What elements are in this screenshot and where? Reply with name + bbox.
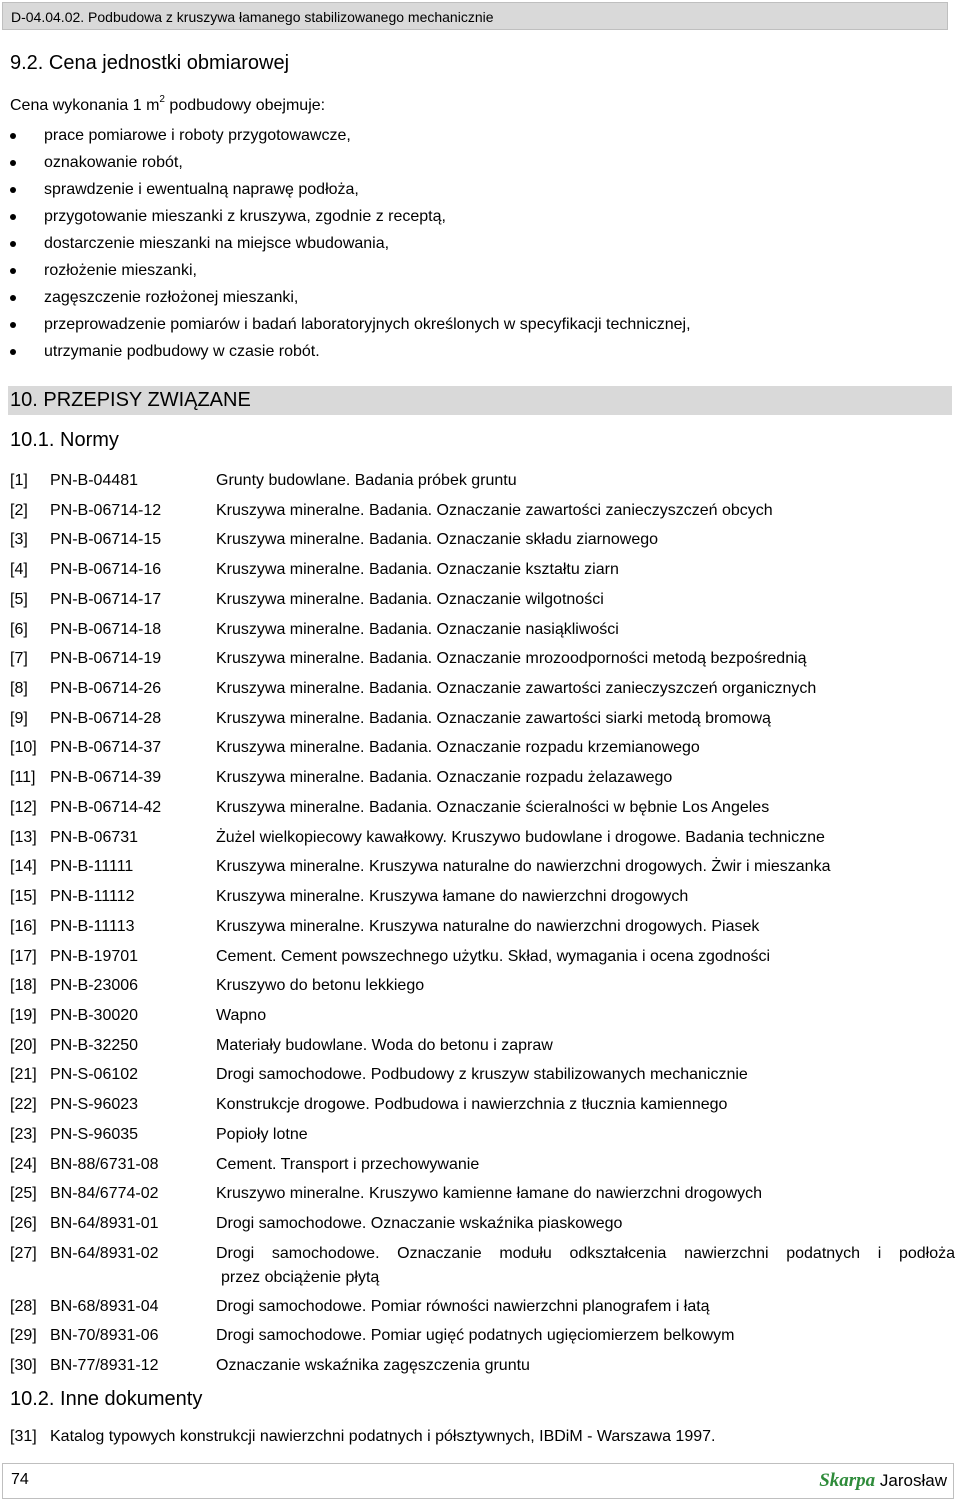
norm-code: PN-B-06714-12 — [50, 501, 162, 519]
list-item-text: zagęszczenie rozłożonej mieszanki, — [44, 289, 299, 306]
list-item-text: przygotowanie mieszanki z kruszywa, zgodnie z receptą, — [44, 208, 446, 225]
norm-code: PN-B-06714-26 — [50, 680, 162, 698]
section-10-1-title: 10.1. Normy — [10, 429, 119, 451]
norm-row — [10, 793, 955, 823]
norm-code: BN-64/8931-02 — [50, 1244, 159, 1262]
norm-title-word: podłoża — [898, 1244, 955, 1262]
list-item-text: prace pomiarowe i roboty przygotowawcze, — [44, 127, 351, 144]
norm-code: BN-68/8931-04 — [50, 1297, 159, 1315]
norm-title: Kruszywo mineralne. Kruszywo kamienne łamane do nawierzchni drogowych — [216, 1185, 763, 1203]
norm-title: Kruszywa mineralne. Badania. Oznaczanie nasiąkliwości — [216, 620, 619, 638]
norm-code: PN-B-06714-28 — [50, 709, 162, 727]
norm-title-word: samochodowe. — [271, 1244, 380, 1262]
norm-code: PN-B-06714-19 — [50, 650, 162, 668]
bullet-icon — [10, 241, 16, 247]
norm-code: PN-B-11112 — [50, 888, 135, 906]
norm-code: PN-B-04481 — [50, 472, 139, 489]
norm-number: [29] — [10, 1327, 37, 1345]
list-item-text: oznakowanie robót, — [44, 154, 183, 171]
list-item — [0, 257, 691, 284]
norm-title-line — [216, 1242, 955, 1266]
norm-title: Kruszywa mineralne. Badania. Oznaczanie składu ziarnowego — [216, 531, 659, 549]
norm-row — [10, 1150, 955, 1180]
norm-number: [8] — [10, 680, 28, 698]
running-header: D-04.04.02. Podbudowa z kruszywa łamanego stabilizowanego mechanicznie — [2, 2, 948, 30]
norm-title — [216, 1242, 955, 1292]
bullet-icon — [10, 295, 16, 301]
bullet-icon — [10, 268, 16, 274]
norm-row — [10, 1179, 955, 1209]
norm-number: [21] — [10, 1066, 37, 1084]
list-item-text: rozłożenie mieszanki, — [44, 262, 197, 279]
list-item — [0, 149, 691, 176]
norm-number: [27] — [10, 1244, 37, 1262]
norm-title-word: odkształcenia — [569, 1244, 667, 1262]
page-footer — [2, 1463, 954, 1499]
norm-row — [10, 1239, 955, 1292]
norm-row — [10, 704, 955, 734]
norm-title: Kruszywa mineralne. Kruszywa naturalne do nawierzchni drogowych. Żwir i mieszanka — [216, 858, 831, 876]
norm-code: BN-70/8931-06 — [50, 1327, 159, 1345]
norm-number: [12] — [10, 798, 37, 816]
norm-row — [10, 466, 955, 496]
norm-row — [10, 1120, 955, 1150]
norm-number: [13] — [10, 828, 37, 846]
norm-title: Kruszywa mineralne. Badania. Oznaczanie wilgotności — [216, 590, 604, 608]
norm-row — [10, 823, 955, 853]
norm-title: Kruszywa mineralne. Badania. Oznaczanie ścieralności w bębnie Los Angeles — [216, 798, 770, 816]
norm-number: [2] — [10, 501, 28, 519]
norm-code: PN-B-06714-39 — [50, 769, 162, 787]
norm-number: [28] — [10, 1297, 37, 1315]
norm-number: [10] — [10, 739, 37, 757]
list-item — [0, 230, 691, 257]
intro-text-end: podbudowy obejmuje: — [164, 97, 326, 114]
norm-code: BN-64/8931-01 — [50, 1214, 159, 1232]
norm-number: [22] — [10, 1096, 37, 1114]
list-item — [0, 338, 691, 365]
scope-list — [0, 122, 691, 365]
norm-row — [10, 942, 955, 972]
norm-title: Żużel wielkopiecowy kawałkowy. Kruszywo budowlane i drogowe. Badania techniczne — [216, 828, 825, 846]
norm-number: [19] — [10, 1006, 37, 1024]
norm-code: PN-B-06714-15 — [50, 531, 162, 549]
norm-title: Kruszywa mineralne. Badania. Oznaczanie zawartości zanieczyszczeń organicznych — [216, 680, 817, 698]
intro-superscript: 2 — [159, 94, 165, 105]
norm-title: Kruszywa mineralne. Badania. Oznaczanie kształtu ziarn — [216, 561, 619, 579]
norm-title-word: nawierzchni — [684, 1244, 769, 1262]
norm-row — [10, 555, 955, 585]
norm-title: Oznaczanie wskaźnika zagęszczenia gruntu — [216, 1357, 530, 1375]
norm-number: [4] — [10, 561, 28, 579]
list-item — [0, 311, 691, 338]
skarpa-logo: Skarpa — [819, 1470, 876, 1491]
intro-paragraph — [10, 94, 325, 115]
norm-number: [24] — [10, 1155, 37, 1173]
norm-number: [14] — [10, 858, 37, 876]
norm-title-word: Oznaczanie — [397, 1244, 482, 1262]
bullet-icon — [10, 187, 16, 193]
list-item — [0, 284, 691, 311]
norm-row — [10, 733, 955, 763]
norm-number: [11] — [10, 769, 36, 787]
norm-title: Kruszywa mineralne. Badania. Oznaczanie zawartości siarki metodą bromową — [216, 709, 771, 727]
norm-code: PN-B-06714-37 — [50, 739, 162, 757]
norm-row — [10, 912, 955, 942]
norm-row — [10, 585, 955, 615]
norm-title: Cement. Transport i przechowywanie — [216, 1155, 480, 1173]
norm-row — [10, 525, 955, 555]
norm-row — [10, 496, 955, 526]
norm-code: PN-B-06731 — [50, 828, 139, 846]
norm-title: Kruszywa mineralne. Badania. Oznaczanie rozpadu żelazawego — [216, 769, 673, 787]
norm-title: Cement. Cement powszechnego użytku. Skład, wymagania i ocena zgodności — [216, 947, 771, 965]
footer-brand — [819, 1470, 947, 1492]
norm-code: PN-B-06714-16 — [50, 561, 162, 579]
norm-row — [10, 1090, 955, 1120]
norm-title: Drogi samochodowe. Oznaczanie wskaźnika piaskowego — [216, 1214, 623, 1232]
norm-title-continuation: przez obciążenie płytą — [221, 1268, 380, 1286]
norm-title: Popioły lotne — [216, 1125, 308, 1143]
norm-number: [23] — [10, 1125, 37, 1143]
norm-number: [26] — [10, 1214, 37, 1232]
norm-row — [10, 674, 955, 704]
norm-title-word: Drogi — [216, 1244, 255, 1262]
list-item-text: przeprowadzenie pomiarów i badań laboratoryjnych określonych w specyfikacji technicznej, — [44, 316, 691, 333]
norm-row — [10, 1060, 955, 1090]
norm-row — [10, 615, 955, 645]
list-item-text: utrzymanie podbudowy w czasie robót. — [44, 343, 320, 360]
norm-code: PN-S-06102 — [50, 1066, 139, 1084]
norm-row — [10, 971, 955, 1001]
norm-code: BN-84/6774-02 — [50, 1185, 159, 1203]
norm-code: PN-S-96023 — [50, 1096, 139, 1114]
norm-row — [10, 1031, 955, 1061]
norm-row — [10, 644, 955, 674]
norm-number: [7] — [10, 650, 28, 668]
norm-row — [10, 1292, 955, 1322]
norm-code: PN-B-30020 — [50, 1006, 139, 1024]
norms-list — [10, 466, 955, 1381]
norm-title: Kruszywa mineralne. Badania. Oznaczanie zawartości zanieczyszczeń obcych — [216, 501, 773, 519]
bullet-icon — [10, 214, 16, 220]
norm-title: Drogi samochodowe. Pomiar ugięć podatnych ugięciomierzem belkowym — [216, 1327, 735, 1345]
norm-number: [15] — [10, 888, 37, 906]
norm-title-word: modułu — [499, 1244, 552, 1262]
bullet-icon — [10, 133, 16, 139]
norm-code: PN-B-06714-42 — [50, 798, 162, 816]
other-document-number: [31] — [10, 1428, 37, 1445]
page-number: 74 — [11, 1471, 29, 1488]
norm-code: BN-77/8931-12 — [50, 1357, 159, 1375]
norm-code: PN-B-06714-17 — [50, 590, 162, 608]
section-10-title: 10. PRZEPISY ZWIĄZANE — [8, 386, 952, 415]
bullet-icon — [10, 160, 16, 166]
norm-number: [18] — [10, 977, 37, 995]
norm-code: BN-88/6731-08 — [50, 1155, 159, 1173]
norm-code: PN-B-19701 — [50, 947, 139, 965]
list-item — [0, 122, 691, 149]
norm-number: [17] — [10, 947, 37, 965]
norm-title: Drogi samochodowe. Pomiar równości nawierzchni planografem i łatą — [216, 1297, 710, 1315]
norm-number: [5] — [10, 590, 28, 608]
norm-row — [10, 763, 955, 793]
footer-author: Jarosław — [879, 1471, 947, 1490]
norm-title: Kruszywo do betonu lekkiego — [216, 977, 425, 995]
norm-row — [10, 852, 955, 882]
norm-title-word: podatnych — [786, 1244, 861, 1262]
norm-title: Drogi samochodowe. Podbudowy z kruszyw stabilizowanych mechanicznie — [216, 1066, 748, 1084]
norm-code: PN-B-11113 — [50, 917, 135, 935]
norm-number: [9] — [10, 709, 28, 727]
norm-title: Kruszywa mineralne. Badania. Oznaczanie rozpadu krzemianowego — [216, 739, 700, 757]
norm-title: Wapno — [216, 1006, 267, 1024]
norm-number: [1] — [10, 472, 28, 489]
norm-row — [10, 1209, 955, 1239]
norm-code: PN-B-11111 — [50, 858, 134, 876]
list-item-text: sprawdzenie i ewentualną naprawę podłoża, — [44, 181, 359, 198]
norm-row — [10, 882, 955, 912]
norm-title: Kruszywa mineralne. Badania. Oznaczanie mrozoodporności metodą bezpośrednią — [216, 650, 807, 668]
norm-row — [10, 1001, 955, 1031]
norm-title: Kruszywa mineralne. Kruszywa naturalne do nawierzchni drogowych. Piasek — [216, 917, 760, 935]
norm-title: Grunty budowlane. Badania próbek gruntu — [216, 472, 517, 489]
norm-number: [16] — [10, 917, 37, 935]
norm-code: PN-B-06714-18 — [50, 620, 162, 638]
norm-number: [3] — [10, 531, 28, 549]
section-9-2-title: 9.2. Cena jednostki obmiarowej — [10, 52, 290, 74]
norm-number: [20] — [10, 1036, 37, 1054]
list-item — [0, 203, 691, 230]
bullet-icon — [10, 349, 16, 355]
bullet-icon — [10, 322, 16, 328]
other-document-text: Katalog typowych konstrukcji nawierzchni podatnych i półsztywnych, IBDiM - Warszawa 1997. — [50, 1428, 716, 1445]
list-item — [0, 176, 691, 203]
norm-row — [10, 1321, 955, 1351]
norm-number: [6] — [10, 620, 28, 638]
norm-code: PN-S-96035 — [50, 1125, 139, 1143]
norm-code: PN-B-23006 — [50, 977, 139, 995]
list-item-text: dostarczenie mieszanki na miejsce wbudowania, — [44, 235, 390, 252]
intro-text-start: Cena wykonania 1 m — [10, 97, 160, 114]
norm-row — [10, 1351, 955, 1381]
norm-title: Konstrukcje drogowe. Podbudowa i nawierzchnia z tłucznia kamiennego — [216, 1096, 728, 1114]
section-10-2-title: 10.2. Inne dokumenty — [10, 1388, 203, 1410]
norm-code: PN-B-32250 — [50, 1036, 139, 1054]
other-document-item — [10, 1428, 715, 1446]
norm-title: Kruszywa mineralne. Kruszywa łamane do nawierzchni drogowych — [216, 888, 689, 906]
norm-title-word: i — [877, 1244, 882, 1262]
norm-number: [25] — [10, 1185, 37, 1203]
norm-number: [30] — [10, 1357, 37, 1375]
norm-title: Materiały budowlane. Woda do betonu i zapraw — [216, 1036, 553, 1054]
